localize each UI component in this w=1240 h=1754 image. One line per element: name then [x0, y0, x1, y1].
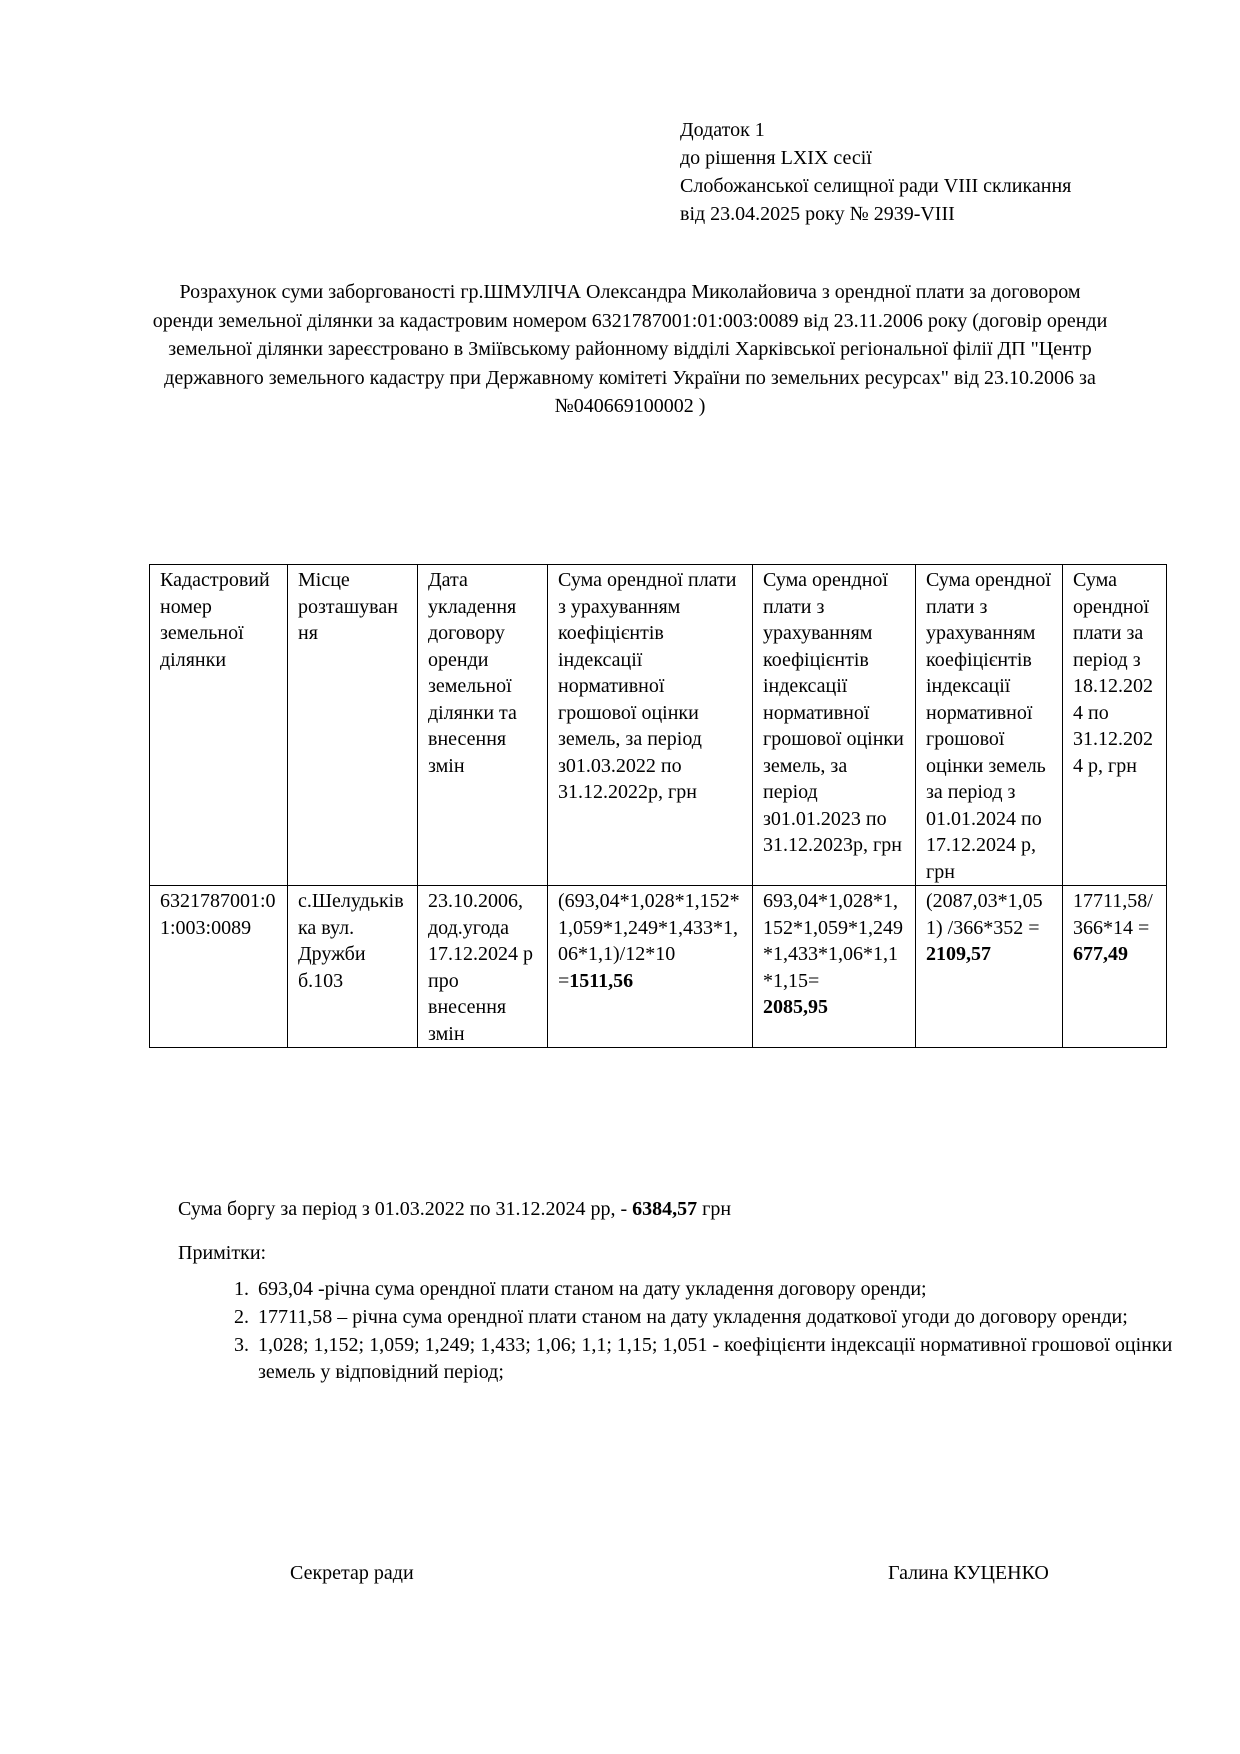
sum-2022-formula: (693,04*1,028*1,152*1,059*1,249*1,433*1,06*1,1)/12*10 = — [558, 890, 740, 992]
header-cell: Дата укладення договору оренди земельної ділянки та внесення змін — [418, 565, 548, 886]
table-header-row — [150, 565, 1167, 886]
header-cell: Сума орендної плати за період з 18.12.2024 по 31.12.2024 р, грн — [1063, 565, 1167, 886]
list-item: 1. 693,04 -річна сума орендної плати станом на дату укладення договору оренди; — [254, 1276, 1184, 1303]
sum-2022-value: 1511,56 — [569, 969, 634, 992]
header-cell: Сума орендної плати з урахуванням коефіцієнтів індексації нормативної грошової оцінки земель, за період з01.01.2023 по 31.12.2023р, грн — [753, 565, 916, 886]
total-debt-unit: грн — [697, 1198, 732, 1220]
location-cell: с.Шелудьківка вул. Дружби б.103 — [288, 886, 418, 1048]
sum-2023-cell — [753, 886, 916, 1048]
sum-2023-formula: 693,04*1,028*1,152*1,059*1,249*1,433*1,06*1,1*1,15= — [763, 890, 903, 992]
header-cell: Кадастровий номер земельної ділянки — [150, 565, 288, 886]
annex-line-2: до рішення LXIX сесії — [680, 147, 872, 169]
sum-december-cell — [1063, 886, 1167, 1048]
table-row — [150, 886, 1167, 1048]
annex-header — [680, 116, 1071, 228]
signatory-name: Галина КУЦЕНКО — [888, 1562, 1049, 1584]
notes-title: Примітки: — [178, 1242, 267, 1264]
sum-2023-value: 2085,95 — [763, 996, 828, 1018]
header-cell: Сума орендної плати з урахуванням коефіцієнтів індексації нормативної грошової оцінки земель за період з 01.01.2024 по 17.12.2024 р, грн — [916, 565, 1063, 886]
cadastral-number-cell: 6321787001:01:003:0089 — [150, 886, 288, 1048]
annex-line-1: Додаток 1 — [680, 119, 765, 141]
signatory-position: Секретар ради — [290, 1562, 414, 1584]
list-item: 3. 1,028; 1,152; 1,059; 1,249; 1,433; 1,06; 1,1; 1,15; 1,051 - коефіцієнти індексації нормативної грошової оцінки земель у відповідний період; — [254, 1332, 1184, 1386]
header-cell: Місце розташування — [288, 565, 418, 886]
list-item: 2. 17711,58 – річна сума орендної плати станом на дату укладення додаткової угоди до договору оренди; — [254, 1304, 1184, 1331]
calculation-table — [149, 564, 1167, 1048]
annex-line-3: Слобожанської селищної ради VIII скликання — [680, 175, 1072, 197]
sum-december-value: 677,49 — [1073, 943, 1128, 965]
sum-december-formula: 17711,58/366*14 = — [1073, 890, 1153, 939]
notes-list — [210, 1276, 1184, 1387]
annex-line-4: від 23.04.2025 року № 2939-VIII — [680, 203, 955, 225]
total-debt-amount: 6384,57 — [632, 1198, 698, 1220]
total-debt-line — [178, 1196, 731, 1222]
contract-date-cell: 23.10.2006, дод.угода 17.12.2024 р про внесення змін — [418, 886, 548, 1048]
document-title: Розрахунок суми заборгованості гр.ШМУЛІЧА Олександра Миколайовича з орендної плати за договором оренди земельної ділянки за кадастровим номером 6321787001:01:003:0089 від 23.11.2006 року (договір оренди земельної ділянки зареєстровано в Зміївському районному відділі Харківської регіональної філії ДП "Центр державного земельного кадастру при Державному комітеті України по земельних ресурсах" від 23.10.2006 за №040669100002 ) — [152, 281, 1108, 417]
total-debt-text: Сума боргу за період з 01.03.2022 по 31.12.2024 рр, - — [178, 1198, 633, 1220]
sum-2022-cell — [548, 886, 753, 1048]
sum-2024-value: 2109,57 — [926, 943, 991, 965]
sum-2024-cell — [916, 886, 1063, 1048]
sum-2024-formula: (2087,03*1,051) /366*352 = — [926, 890, 1043, 939]
header-cell: Сума орендної плати з урахуванням коефіцієнтів індексації нормативної грошової оцінки земель, за період з01.03.2022 по 31.12.2022р, грн — [548, 565, 753, 886]
